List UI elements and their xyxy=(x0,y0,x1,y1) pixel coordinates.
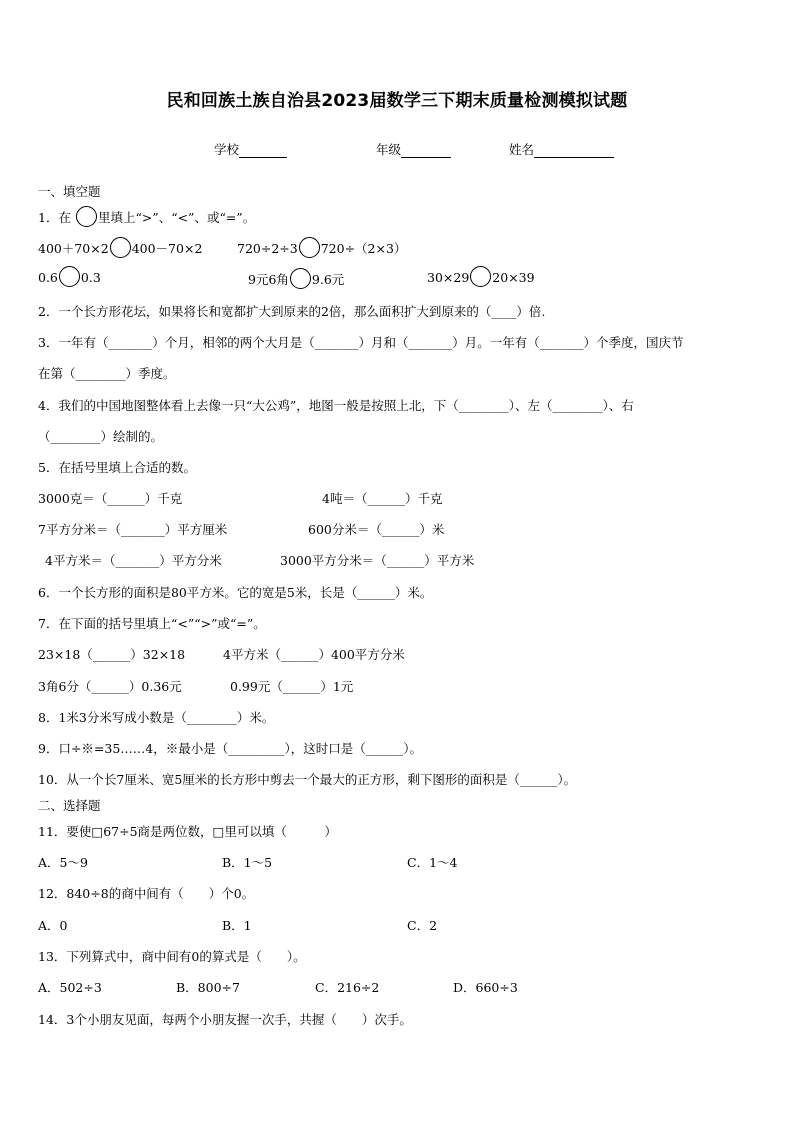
compare-circle[interactable] xyxy=(290,268,311,289)
grade-field xyxy=(376,140,451,158)
q5-item: 4吨＝（______）千克 xyxy=(322,491,443,506)
option-c[interactable]: C．1～4 xyxy=(407,855,458,870)
question-14: 14．3个小朋友见面，每两个小朋友握一次手，共握（ ）次手。 xyxy=(38,1012,412,1027)
question-1 xyxy=(38,208,255,227)
option-b[interactable]: B．1～5 xyxy=(222,855,273,870)
q7-item: 23×18（______）32×18 xyxy=(38,647,186,662)
q7-item: 0.99元（______）1元 xyxy=(230,679,354,694)
q1-row-2b xyxy=(248,270,344,289)
compare-circle[interactable] xyxy=(110,237,131,258)
question-2: 2．一个长方形花坛，如果将长和宽都扩大到原来的2倍，那么面积扩大到原来的（____）倍. xyxy=(38,304,546,319)
q5-item: 3000克＝（______）千克 xyxy=(38,491,183,506)
name-field xyxy=(509,140,614,158)
question-8: 8．1米3分米写成小数是（________）米。 xyxy=(38,710,275,725)
option-c[interactable]: C．216÷2 xyxy=(315,980,380,995)
compare-circle[interactable] xyxy=(59,266,80,287)
q5-item: 3000平方分米＝（______）平方米 xyxy=(280,553,475,568)
page-title: 民和回族土族自治县2023届数学三下期末质量检测模拟试题 xyxy=(166,91,628,111)
q1-row-2a xyxy=(38,270,101,287)
option-a[interactable]: A．0 xyxy=(38,918,68,933)
q1-expr-right: 20×39 xyxy=(492,270,535,285)
q1-row-2c xyxy=(427,270,535,287)
option-c[interactable]: C．2 xyxy=(407,918,438,933)
question-5: 5．在括号里填上合适的数。 xyxy=(38,460,196,475)
option-a[interactable]: A．5～9 xyxy=(38,855,88,870)
compare-circle[interactable] xyxy=(76,206,97,227)
name-label: 姓名 xyxy=(509,142,535,157)
name-blank[interactable] xyxy=(534,144,614,158)
question-3-line-1: 3．一年有（_______）个月，相邻的两个大月是（_______）月和（_______）月。一年有（_______）个季度，国庆节 xyxy=(38,335,684,350)
question-9: 9．口÷※=35……4，※最小是（_________），这时口是（______）。 xyxy=(38,741,423,756)
school-blank[interactable] xyxy=(239,144,287,158)
question-4-line-1: 4．我们的中国地图整体看上去像一只“大公鸡”，地图一般是按照上北，下（________）、左（________）、右 xyxy=(38,398,634,413)
grade-blank[interactable] xyxy=(401,144,451,158)
option-d[interactable]: D．660÷3 xyxy=(453,980,518,995)
question-10: 10．从一个长7厘米、宽5厘米的长方形中剪去一个最大的正方形，剩下图形的面积是（______）。 xyxy=(38,772,577,787)
option-b[interactable]: B．1 xyxy=(222,918,252,933)
q1-row-1a xyxy=(38,239,202,258)
question-12: 12．840÷8的商中间有（ ）个0。 xyxy=(38,886,255,901)
q5-item: 4平方米＝（_______）平方分米 xyxy=(45,553,222,568)
option-a[interactable]: A．502÷3 xyxy=(38,980,102,995)
question-6: 6．一个长方形的面积是80平方米。它的宽是5米，长是（______）米。 xyxy=(38,585,433,600)
q1-expr-left: 0.6 xyxy=(38,270,58,285)
question-4-line-2: （________）绘制的。 xyxy=(38,429,164,444)
grade-label: 年级 xyxy=(376,142,402,157)
q1-row-1b xyxy=(237,239,406,258)
question-3-line-2: 在第（________）季度。 xyxy=(38,366,176,381)
question-11: 11．要使□67÷5商是两位数，□里可以填（ ） xyxy=(38,824,337,839)
q1-expr-left: 400＋70×2 xyxy=(38,241,109,256)
q5-item: 7平方分米＝（_______）平方厘米 xyxy=(38,522,228,537)
option-b[interactable]: B．800÷7 xyxy=(176,980,240,995)
school-label: 学校 xyxy=(214,142,240,157)
q1-expr-left: 720÷2÷3 xyxy=(237,241,298,256)
q7-item: 3角6分（______）0.36元 xyxy=(38,679,182,694)
school-field xyxy=(214,140,287,158)
q1-expr-left: 30×29 xyxy=(427,270,470,285)
q1-expr-right: 400－70×2 xyxy=(131,241,203,256)
q1-expr-right: 9.6元 xyxy=(311,272,345,287)
section-heading: 一、填空题 xyxy=(38,184,101,199)
q5-item: 600分米＝（______）米 xyxy=(308,522,445,537)
compare-circle[interactable] xyxy=(470,266,491,287)
question-7: 7．在下面的括号里填上“<”“>”或“=”。 xyxy=(38,616,266,631)
q1-expr-right: 720÷（2×3） xyxy=(320,241,407,256)
q1-tail: 里填上“>”、“<”、或“=”。 xyxy=(97,210,256,225)
q1-lead: 1．在 xyxy=(38,210,71,225)
section-heading: 二、选择题 xyxy=(38,798,101,813)
q1-expr-left: 9元6角 xyxy=(248,272,289,287)
compare-circle[interactable] xyxy=(299,237,320,258)
q7-item: 4平方米（______）400平方分米 xyxy=(223,647,405,662)
q1-expr-right: 0.3 xyxy=(80,270,101,285)
question-13: 13．下列算式中，商中间有0的算式是（ ）。 xyxy=(38,949,306,964)
